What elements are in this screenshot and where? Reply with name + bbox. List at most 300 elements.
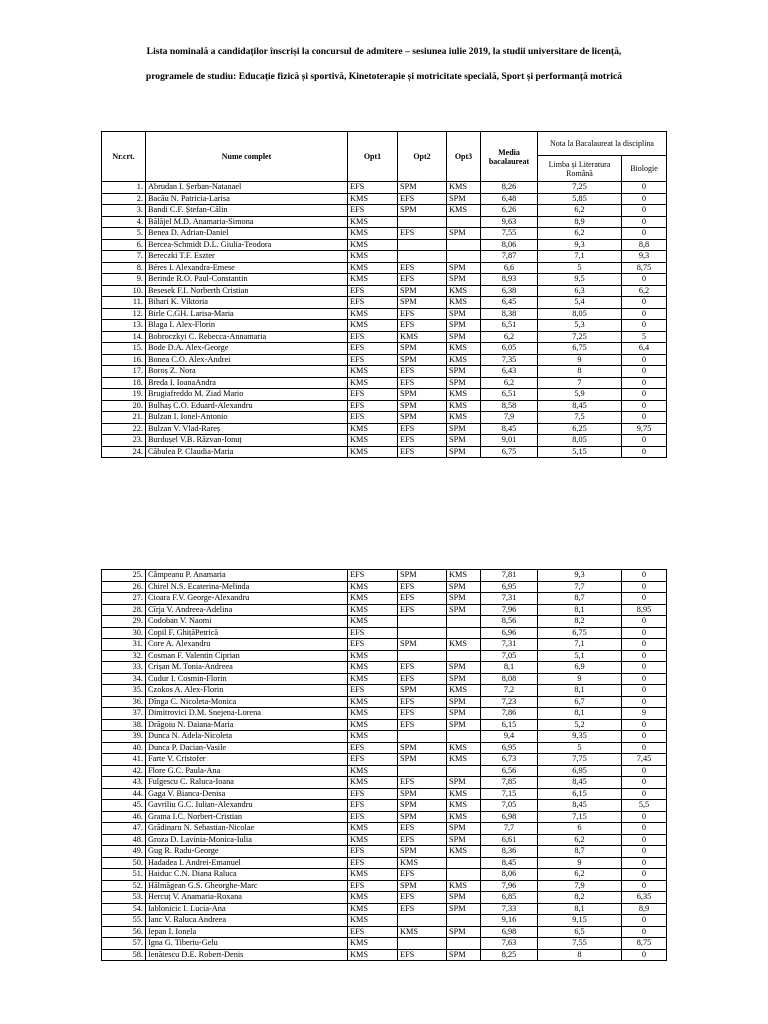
cell-opt3: SPM (447, 366, 481, 378)
cell-opt2: SPM (398, 205, 447, 217)
cell-opt2: KMS (398, 331, 447, 343)
cell-media: 6,73 (481, 754, 538, 766)
cell-name: Bihari K. Viktoria (146, 297, 348, 309)
cell-biologie: 0 (622, 593, 667, 605)
cell-opt1: KMS (348, 662, 398, 674)
table-row (102, 846, 667, 858)
cell-limba: 8,05 (538, 435, 622, 447)
table-row (102, 673, 667, 685)
cell-biologie: 0 (622, 308, 667, 320)
cell-biologie: 6,2 (622, 285, 667, 297)
cell-opt3: KMS (447, 800, 481, 812)
cell-biologie: 0 (622, 765, 667, 777)
cell-media: 7,33 (481, 903, 538, 915)
cell-opt3: SPM (447, 435, 481, 447)
cell-nr: 14. (102, 331, 146, 343)
cell-media: 7,96 (481, 604, 538, 616)
cell-opt1: KMS (348, 377, 398, 389)
cell-media: 7,7 (481, 823, 538, 835)
cell-nr: 37. (102, 708, 146, 720)
cell-nr: 52. (102, 880, 146, 892)
cell-limba: 5,4 (538, 297, 622, 309)
cell-nr: 50. (102, 857, 146, 869)
cell-opt2 (398, 765, 447, 777)
table-row (102, 274, 667, 286)
cell-limba: 5 (538, 262, 622, 274)
cell-name: Brugiafreddo M. Ziad Mario (146, 389, 348, 401)
cell-opt1: EFS (348, 754, 398, 766)
cell-biologie: 9,3 (622, 251, 667, 263)
cell-name: Farte V. Cristofer (146, 754, 348, 766)
cell-opt2: EFS (398, 662, 447, 674)
table-row (102, 754, 667, 766)
cell-name: Cîrja V. Andreea-Adelina (146, 604, 348, 616)
cell-opt1: KMS (348, 765, 398, 777)
cell-biologie: 0 (622, 788, 667, 800)
candidates-table-part1 (101, 131, 667, 458)
candidates-table-part2 (101, 569, 667, 961)
cell-name: Gaga V. Bianca-Denisa (146, 788, 348, 800)
cell-name: Béres I. Alexandra-Emese (146, 262, 348, 274)
cell-opt3: KMS (447, 742, 481, 754)
cell-opt2: SPM (398, 400, 447, 412)
cell-opt1: KMS (348, 251, 398, 263)
table-row (102, 228, 667, 240)
cell-media: 6,38 (481, 285, 538, 297)
cell-opt2: EFS (398, 435, 447, 447)
cell-media: 8,45 (481, 857, 538, 869)
table-row (102, 949, 667, 961)
table-row (102, 639, 667, 651)
cell-nr: 38. (102, 719, 146, 731)
cell-biologie: 0 (622, 777, 667, 789)
cell-limba: 8,1 (538, 903, 622, 915)
cell-opt2: EFS (398, 777, 447, 789)
cell-nr: 47. (102, 823, 146, 835)
cell-biologie: 0 (622, 731, 667, 743)
cell-name: Bulhaș C.O. Eduard-Alexandru (146, 400, 348, 412)
cell-name: Bacău N. Patricia-Larisa (146, 193, 348, 205)
cell-opt1: KMS (348, 274, 398, 286)
cell-opt3 (447, 650, 481, 662)
cell-opt3: SPM (447, 892, 481, 904)
cell-media: 8,08 (481, 673, 538, 685)
cell-name: Bonea C.O. Alex-Andrei (146, 354, 348, 366)
cell-opt1: KMS (348, 823, 398, 835)
table-row (102, 719, 667, 731)
cell-opt2: SPM (398, 685, 447, 697)
cell-limba: 7,7 (538, 581, 622, 593)
cell-opt1: EFS (348, 880, 398, 892)
cell-limba: 9,5 (538, 274, 622, 286)
table-row (102, 205, 667, 217)
cell-media: 8,38 (481, 308, 538, 320)
cell-opt2: SPM (398, 343, 447, 355)
cell-opt3: SPM (447, 926, 481, 938)
table-row (102, 731, 667, 743)
header-nr: Nr.crt. (102, 132, 146, 182)
cell-media: 6,51 (481, 389, 538, 401)
cell-opt2: SPM (398, 639, 447, 651)
cell-opt2: EFS (398, 423, 447, 435)
cell-biologie: 0 (622, 662, 667, 674)
cell-opt1: EFS (348, 627, 398, 639)
cell-nr: 51. (102, 869, 146, 881)
cell-limba: 5,3 (538, 320, 622, 332)
cell-opt3: SPM (447, 423, 481, 435)
cell-name: Căbulea P. Claudia-Maria (146, 446, 348, 458)
cell-opt2: SPM (398, 354, 447, 366)
cell-limba: 6,3 (538, 285, 622, 297)
cell-opt2: EFS (398, 834, 447, 846)
cell-biologie: 0 (622, 435, 667, 447)
cell-nr: 11. (102, 297, 146, 309)
cell-limba: 6,7 (538, 696, 622, 708)
cell-limba: 6 (538, 823, 622, 835)
table-row (102, 880, 667, 892)
cell-opt1: KMS (348, 949, 398, 961)
cell-name: Bulzan V. Vlad-Rareș (146, 423, 348, 435)
table-row (102, 777, 667, 789)
cell-opt3: SPM (447, 308, 481, 320)
cell-media: 8,58 (481, 400, 538, 412)
table-row (102, 400, 667, 412)
cell-opt3: SPM (447, 662, 481, 674)
cell-opt1: EFS (348, 297, 398, 309)
cell-name: Cioara F.V. George-Alexandru (146, 593, 348, 605)
cell-name: Core A. Alexandru (146, 639, 348, 651)
cell-limba: 8 (538, 949, 622, 961)
cell-opt2: KMS (398, 926, 447, 938)
cell-media: 6,98 (481, 811, 538, 823)
cell-biologie: 0 (622, 581, 667, 593)
cell-biologie: 8,75 (622, 262, 667, 274)
table-row (102, 320, 667, 332)
cell-nr: 34. (102, 673, 146, 685)
cell-opt3: KMS (447, 412, 481, 424)
cell-media: 6,95 (481, 742, 538, 754)
table-row (102, 581, 667, 593)
cell-opt2: SPM (398, 800, 447, 812)
cell-limba: 7 (538, 377, 622, 389)
cell-name: Hadadea I. Andrei-Emanuel (146, 857, 348, 869)
cell-biologie: 9 (622, 708, 667, 720)
cell-opt3: SPM (447, 834, 481, 846)
cell-opt1: KMS (348, 834, 398, 846)
cell-nr: 41. (102, 754, 146, 766)
cell-media: 7,9 (481, 412, 538, 424)
cell-opt2: SPM (398, 297, 447, 309)
cell-media: 7,85 (481, 777, 538, 789)
cell-opt2: SPM (398, 846, 447, 858)
cell-opt3: KMS (447, 354, 481, 366)
cell-limba: 9 (538, 354, 622, 366)
cell-nr: 17. (102, 366, 146, 378)
cell-name: Berinde R.O. Paul-Constantin (146, 274, 348, 286)
cell-opt1: KMS (348, 777, 398, 789)
table-row (102, 903, 667, 915)
cell-nr: 27. (102, 593, 146, 605)
cell-limba: 7,75 (538, 754, 622, 766)
cell-name: Bercea-Schmidt D.L. Giulia-Teodora (146, 239, 348, 251)
cell-name: Dînga C. Nicoleta-Monica (146, 696, 348, 708)
cell-media: 9,63 (481, 216, 538, 228)
cell-opt1: EFS (348, 788, 398, 800)
cell-limba: 8,1 (538, 685, 622, 697)
cell-media: 7,05 (481, 800, 538, 812)
table-row (102, 915, 667, 927)
cell-limba: 7,1 (538, 639, 622, 651)
cell-opt2: EFS (398, 377, 447, 389)
cell-name: Fulgescu C. Raluca-Ioana (146, 777, 348, 789)
cell-nr: 31. (102, 639, 146, 651)
cell-opt1: EFS (348, 639, 398, 651)
cell-biologie: 0 (622, 297, 667, 309)
cell-opt1: EFS (348, 685, 398, 697)
cell-biologie: 0 (622, 570, 667, 582)
cell-opt1: KMS (348, 320, 398, 332)
table-row (102, 869, 667, 881)
cell-opt3: KMS (447, 400, 481, 412)
cell-biologie: 0 (622, 673, 667, 685)
table-row (102, 308, 667, 320)
cell-opt3 (447, 869, 481, 881)
cell-limba: 6,2 (538, 869, 622, 881)
cell-media: 7,2 (481, 685, 538, 697)
cell-opt1: KMS (348, 593, 398, 605)
cell-opt2: EFS (398, 581, 447, 593)
cell-name: Groza D. Lavinia-Monica-Iulia (146, 834, 348, 846)
cell-opt1: EFS (348, 182, 398, 194)
cell-name: Crișan M. Tonia-Andreea (146, 662, 348, 674)
cell-opt2: SPM (398, 811, 447, 823)
cell-opt2 (398, 616, 447, 628)
cell-name: Câmpeanu P. Anamaria (146, 570, 348, 582)
cell-nr: 23. (102, 435, 146, 447)
cell-limba: 6,9 (538, 662, 622, 674)
cell-nr: 3. (102, 205, 146, 217)
cell-opt3 (447, 857, 481, 869)
cell-media: 6,85 (481, 892, 538, 904)
cell-opt1: KMS (348, 892, 398, 904)
cell-biologie: 0 (622, 823, 667, 835)
cell-opt2: EFS (398, 446, 447, 458)
cell-name: Cosman F. Valentin Ciprian (146, 650, 348, 662)
cell-biologie: 0 (622, 389, 667, 401)
cell-biologie: 0 (622, 216, 667, 228)
table-row (102, 446, 667, 458)
cell-name: Chirel N.S. Ecaterina-Melinda (146, 581, 348, 593)
table-row (102, 354, 667, 366)
cell-nr: 8. (102, 262, 146, 274)
cell-name: Boroș Z. Nora (146, 366, 348, 378)
cell-opt1: EFS (348, 742, 398, 754)
cell-limba: 6,2 (538, 834, 622, 846)
cell-opt1: KMS (348, 869, 398, 881)
cell-biologie: 8,95 (622, 604, 667, 616)
cell-limba: 8,9 (538, 216, 622, 228)
cell-opt1: KMS (348, 719, 398, 731)
cell-limba: 5,2 (538, 719, 622, 731)
table-row (102, 892, 667, 904)
cell-opt2: EFS (398, 708, 447, 720)
cell-nr: 25. (102, 570, 146, 582)
cell-nr: 12. (102, 308, 146, 320)
cell-opt3: KMS (447, 389, 481, 401)
cell-opt1: KMS (348, 239, 398, 251)
cell-limba: 7,1 (538, 251, 622, 263)
cell-opt1: KMS (348, 446, 398, 458)
table-row (102, 834, 667, 846)
cell-media: 6,96 (481, 627, 538, 639)
table-row (102, 696, 667, 708)
cell-media: 6,2 (481, 331, 538, 343)
cell-biologie: 0 (622, 400, 667, 412)
cell-opt3: KMS (447, 880, 481, 892)
cell-nr: 10. (102, 285, 146, 297)
cell-media: 7,55 (481, 228, 538, 240)
header-media: Media bacalaureat (481, 132, 538, 182)
cell-opt1: EFS (348, 857, 398, 869)
cell-limba: 8,7 (538, 846, 622, 858)
cell-biologie: 0 (622, 616, 667, 628)
cell-media: 8,93 (481, 274, 538, 286)
cell-nr: 13. (102, 320, 146, 332)
cell-limba: 7,15 (538, 811, 622, 823)
cell-media: 8,06 (481, 869, 538, 881)
cell-opt3: SPM (447, 320, 481, 332)
table-row (102, 377, 667, 389)
cell-opt2: SPM (398, 754, 447, 766)
cell-opt1: KMS (348, 673, 398, 685)
cell-limba: 8,05 (538, 308, 622, 320)
cell-media: 7,15 (481, 788, 538, 800)
cell-name: Benea D. Adrian-Daniel (146, 228, 348, 240)
table-row (102, 823, 667, 835)
cell-biologie: 8,8 (622, 239, 667, 251)
cell-nr: 42. (102, 765, 146, 777)
cell-opt3: SPM (447, 777, 481, 789)
cell-media: 7,96 (481, 880, 538, 892)
cell-media: 6,95 (481, 581, 538, 593)
cell-nr: 55. (102, 915, 146, 927)
cell-name: Copil F. GhițăPetrică (146, 627, 348, 639)
table-row (102, 857, 667, 869)
cell-media: 8,36 (481, 846, 538, 858)
cell-nr: 57. (102, 938, 146, 950)
cell-biologie: 0 (622, 639, 667, 651)
cell-opt2 (398, 731, 447, 743)
cell-media: 6,45 (481, 297, 538, 309)
cell-opt1: KMS (348, 604, 398, 616)
cell-limba: 8,45 (538, 777, 622, 789)
cell-media: 6,6 (481, 262, 538, 274)
cell-limba: 6,15 (538, 788, 622, 800)
cell-opt3: SPM (447, 903, 481, 915)
cell-limba: 9,3 (538, 239, 622, 251)
cell-limba: 7,5 (538, 412, 622, 424)
cell-nr: 19. (102, 389, 146, 401)
table-row (102, 742, 667, 754)
cell-opt3 (447, 239, 481, 251)
cell-opt3: KMS (447, 285, 481, 297)
cell-nr: 20. (102, 400, 146, 412)
cell-opt2: EFS (398, 262, 447, 274)
cell-media: 6,15 (481, 719, 538, 731)
cell-opt1: EFS (348, 412, 398, 424)
cell-nr: 9. (102, 274, 146, 286)
cell-biologie: 5,5 (622, 800, 667, 812)
cell-opt1: EFS (348, 926, 398, 938)
cell-limba: 8,2 (538, 892, 622, 904)
cell-limba: 9 (538, 673, 622, 685)
cell-media: 9,4 (481, 731, 538, 743)
cell-opt2: SPM (398, 742, 447, 754)
cell-limba: 9 (538, 857, 622, 869)
cell-limba: 9,3 (538, 570, 622, 582)
cell-biologie: 0 (622, 412, 667, 424)
cell-nr: 7. (102, 251, 146, 263)
cell-name: Gavriliu G.C. Iulian-Alexandru (146, 800, 348, 812)
cell-limba: 5,15 (538, 446, 622, 458)
cell-biologie: 0 (622, 274, 667, 286)
header-biologie: Biologie (622, 156, 667, 182)
header-opt1: Opt1 (348, 132, 398, 182)
cell-nr: 28. (102, 604, 146, 616)
cell-nr: 29. (102, 616, 146, 628)
table-row (102, 239, 667, 251)
cell-nr: 4. (102, 216, 146, 228)
cell-media: 8,1 (481, 662, 538, 674)
cell-opt1: KMS (348, 435, 398, 447)
cell-biologie: 0 (622, 926, 667, 938)
cell-limba: 8,1 (538, 604, 622, 616)
cell-limba: 8,1 (538, 708, 622, 720)
cell-opt1: KMS (348, 262, 398, 274)
cell-biologie: 0 (622, 228, 667, 240)
table-row (102, 938, 667, 950)
cell-biologie: 0 (622, 696, 667, 708)
cell-media: 6,56 (481, 765, 538, 777)
cell-opt3 (447, 251, 481, 263)
cell-opt1: KMS (348, 581, 398, 593)
table-row (102, 343, 667, 355)
cell-opt1: KMS (348, 915, 398, 927)
table-row (102, 412, 667, 424)
table-row (102, 262, 667, 274)
cell-nr: 48. (102, 834, 146, 846)
cell-limba: 8 (538, 366, 622, 378)
cell-media: 6,98 (481, 926, 538, 938)
cell-name: Birle C.GH. Larisa-Maria (146, 308, 348, 320)
table-row (102, 389, 667, 401)
cell-biologie: 0 (622, 880, 667, 892)
table-row (102, 285, 667, 297)
cell-limba: 7,55 (538, 938, 622, 950)
cell-limba: 8,45 (538, 800, 622, 812)
cell-name: Bulzan I. Ionel-Antonio (146, 412, 348, 424)
cell-biologie: 0 (622, 846, 667, 858)
table-row (102, 182, 667, 194)
cell-nr: 6. (102, 239, 146, 251)
table-row (102, 811, 667, 823)
cell-opt1: KMS (348, 216, 398, 228)
cell-limba: 5,1 (538, 650, 622, 662)
cell-biologie: 8,75 (622, 938, 667, 950)
cell-biologie: 0 (622, 834, 667, 846)
cell-opt3: SPM (447, 593, 481, 605)
cell-opt3: SPM (447, 262, 481, 274)
